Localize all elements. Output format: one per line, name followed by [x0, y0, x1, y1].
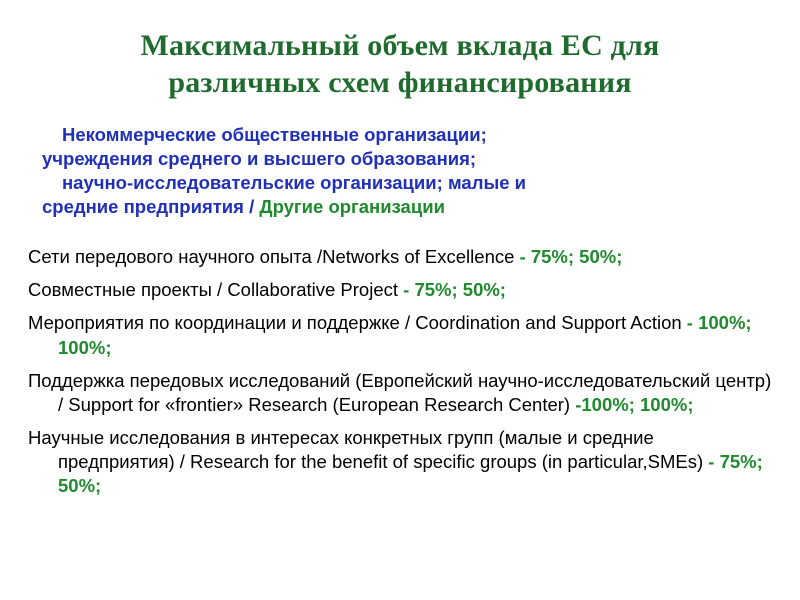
list-item-text: Научные исследования в интересах конкретных групп (малые и средние предприятия) / Research for the benefit of specific groups (in particular,SMEs): [28, 426, 709, 472]
list-item-value: - 75%; 50%;: [58, 450, 763, 496]
funding-scheme-list: [0, 219, 800, 497]
page-title: Максимальный объем вклада ЕС для различных схем финансирования: [140, 29, 660, 99]
subtitle-line-2: учреждения среднего и высшего образования;: [42, 148, 477, 170]
list-item-value: - 75%; 50%;: [403, 279, 506, 301]
list-item-text: Поддержка передовых исследований (Европейский научно-исследовательский центр) / Support for «frontier» Research (European Research Center): [28, 369, 772, 415]
list-item-text: Совместные проекты / Collaborative Project: [28, 279, 404, 301]
subtitle-line-1: Некоммерческие общественные организации;: [62, 124, 487, 146]
list-item: [28, 245, 772, 269]
subtitle-line-4-highlight: Другие организации: [259, 196, 445, 218]
list-item-value: -100%; 100%;: [575, 393, 694, 415]
subtitle-line-3: научно-исследовательские организации; малые и: [62, 172, 527, 194]
list-item: [28, 311, 772, 359]
subtitle-line-4-prefix: средние предприятия /: [42, 196, 260, 218]
list-item: [28, 426, 772, 498]
list-item-text: Мероприятия по координации и поддержке / Coordination and Support Action: [28, 312, 687, 334]
list-item: [28, 278, 772, 302]
list-item-value: - 100%; 100%;: [58, 312, 752, 358]
subtitle-line-4: [42, 195, 742, 219]
list-item: [28, 369, 772, 417]
list-item-value: - 75%; 50%;: [519, 246, 623, 268]
list-item-text: Сети передового научного опыта /Networks of Excellence: [28, 246, 520, 268]
subtitle-block: [0, 101, 800, 219]
